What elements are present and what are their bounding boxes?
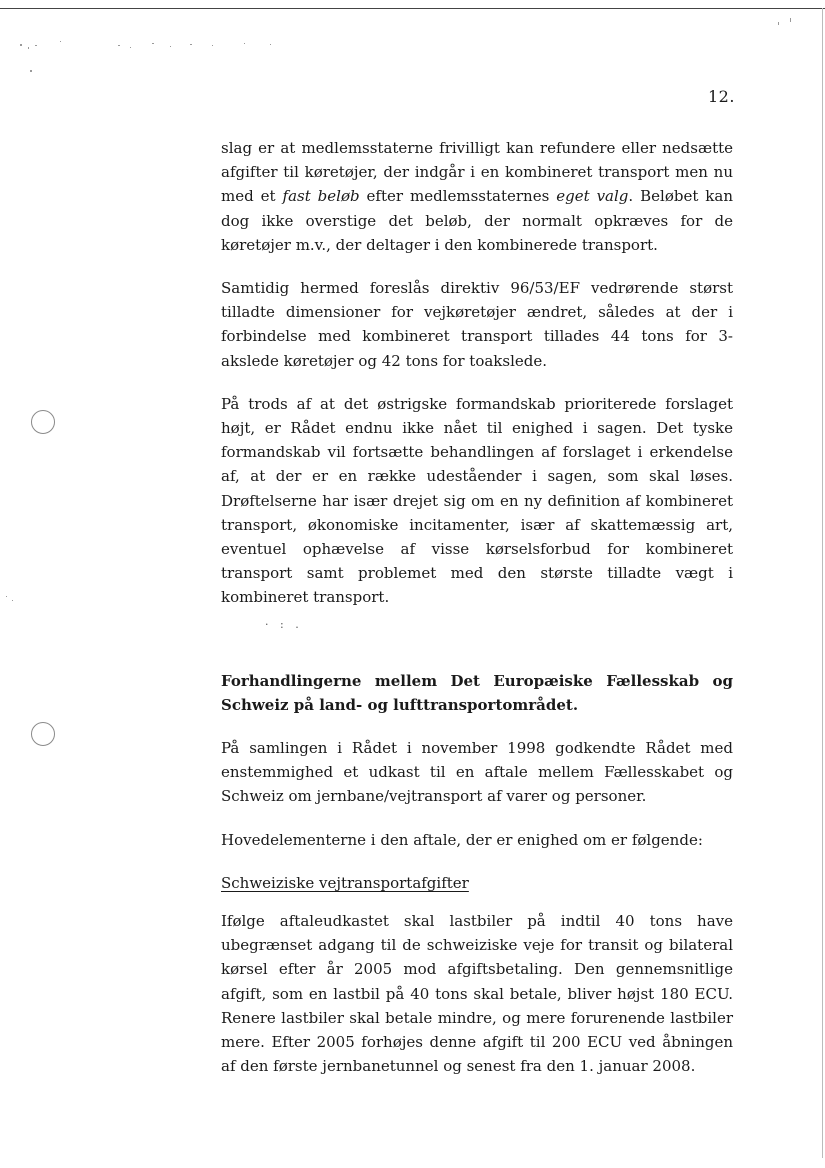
paragraph-text: slag er at medlemsstaterne frivilligt kan refundere eller nedsætte afgifter til køretøjer, der indgår i en kombineret transport men nu med et — [221, 139, 733, 206]
document-body — [221, 136, 733, 1098]
italic-own-choice: eget valg — [556, 187, 629, 206]
punch-hole-upper — [31, 410, 55, 434]
paragraph-refund-proposal — [221, 136, 733, 257]
paragraph-presidency-status: På trods af at det østrigske formandskab prioriterede forslaget højt, er Rådet endnu ikke nået til enighed i sagen. Det tyske formandskab vil fortsætte behandlingen af forslaget i erkendelse af, at der er en række udeståender i sagen, som skal løses. Drøftelserne har især drejet sig om en ny definition af kombineret transport, økonomiske incitamenter, især af skattemæssig art, eventuel ophævelse af visse kørselsforbud for kombineret transport samt problemet med den største tilladte vægt i kombineret transport. — [221, 394, 733, 607]
paragraph-road-fees: Ifølge aftaleudkastet skal lastbiler på indtil 40 tons have ubegrænset adgang til de schweiziske veje for transit og bilateral kørsel efter år 2005 mod afgiftsbetaling. Den gennemsnitlige afgift, som en lastbil på 40 tons skal betale, bliver højst 180 ECU. Renere lastbiler skal betale mindre, og mere forurenende lastbiler mere. Efter 2005 forhøjes denne afgift til 200 ECU ved åbningen af den første jernbanetunnel og senest fra den 1. januar 2008. — [221, 912, 733, 1076]
paragraph-directive-dimensions: Samtidig hermed foreslås direktiv 96/53/EF vedrørende størst tilladte dimensioner for vejkøretøjer ændret, således at der i forbindelse med kombineret transport tillades 44 tons for 3-akslede køretøjer og 42 tons for toakslede. — [221, 279, 733, 370]
paragraph-text: efter medlemsstaternes — [359, 187, 557, 206]
paragraph-text: . Beløbet kan dog ikke overstige det beløb, der normalt opkræves for de køretøjer m.v., der deltager i den kombinerede transport. — [221, 187, 734, 254]
paragraph-main-elements: Hovedelementerne i den aftale, der er enighed om er følgende: — [221, 830, 703, 849]
paragraph-council-approval: På samlingen i Rådet i november 1998 godkendte Rådet med enstemmighed et udkast til en aftale mellem Fællesskabet og Schweiz om jernbane/vejtransport af varer og personer. — [221, 739, 733, 806]
italic-fixed-amount: fast beløb — [282, 187, 360, 206]
scan-dots: · : . — [265, 618, 303, 631]
page-right-edge — [822, 8, 823, 1158]
page-top-edge — [0, 8, 825, 9]
section-heading: Forhandlingerne mellem Det Europæiske Fællesskab og Schweiz på land- og lufttransportområdet. — [221, 671, 733, 714]
subsection-heading: Schweiziske vejtransportafgifter — [221, 873, 469, 892]
punch-hole-lower — [31, 722, 55, 746]
page-number: 12. — [708, 87, 735, 106]
